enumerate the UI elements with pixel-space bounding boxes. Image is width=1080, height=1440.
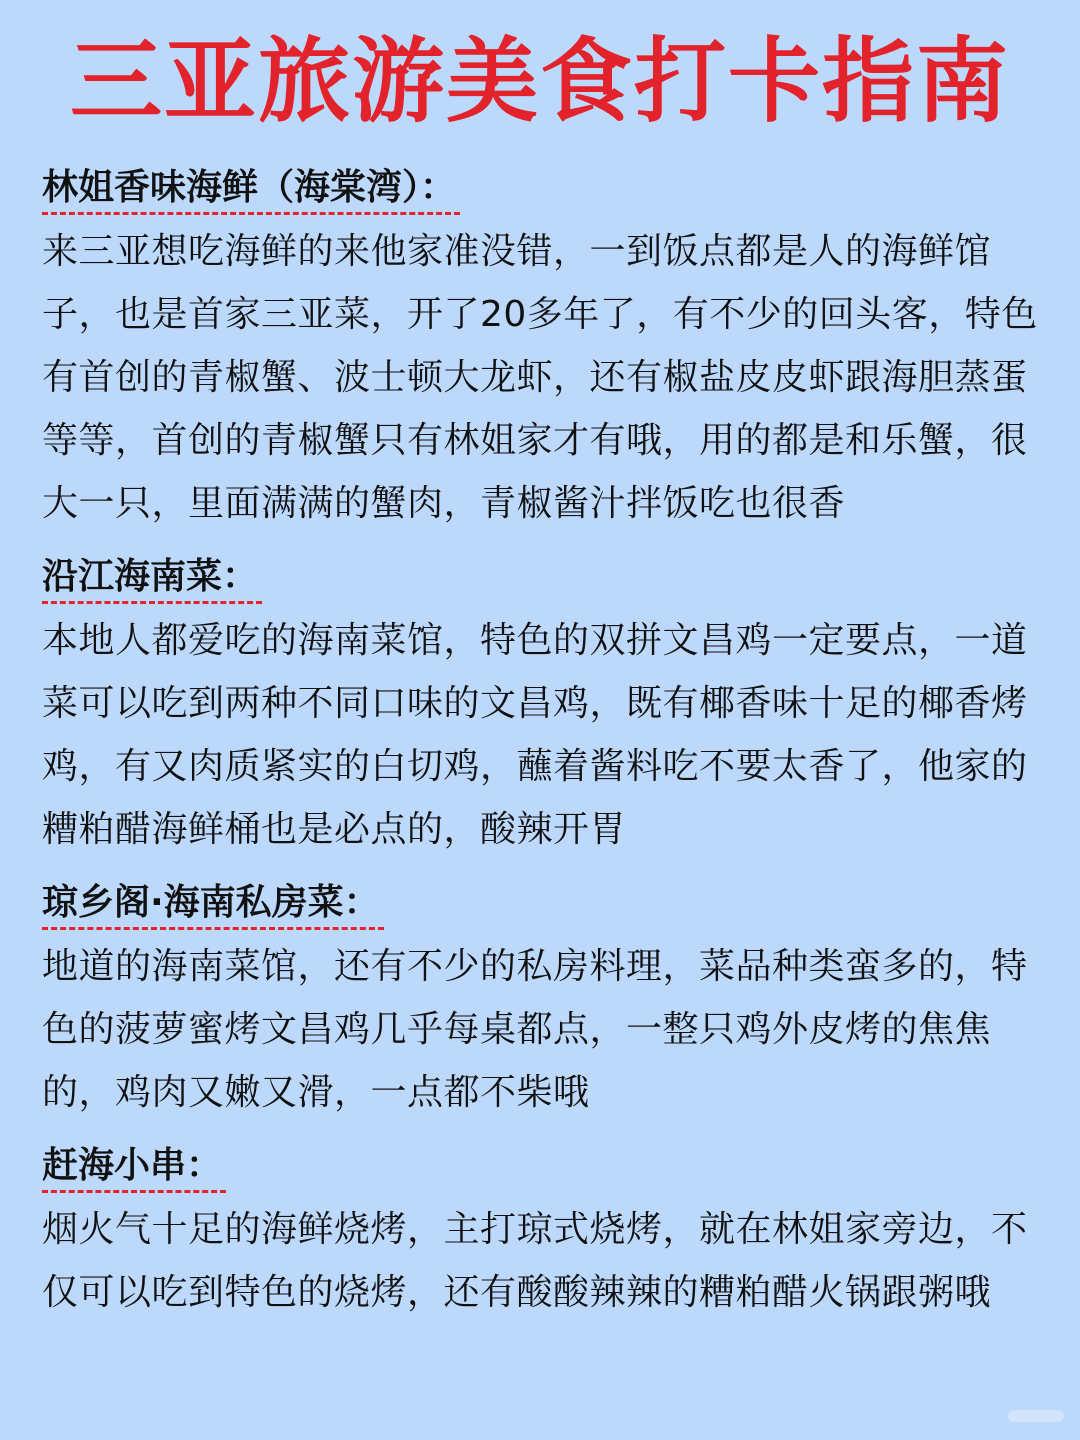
page-title: 三亚旅游美食打卡指南 xyxy=(69,28,1010,135)
section-qiongxiangge xyxy=(42,879,1038,1124)
section-body: 地道的海南菜馆，还有不少的私房料理，菜品种类蛮多的，特色的菠萝蜜烤文昌鸡几乎每桌都点，一整只鸡外皮烤的焦焦的，鸡肉又嫩又滑，一点都不柴哦 xyxy=(42,946,1028,1113)
section-body: 来三亚想吃海鲜的来他家准没错，一到饭点都是人的海鲜馆子，也是首家三亚菜，开了20多年了，有不少的回头客，特色有首创的青椒蟹、波士顿大龙虾，还有椒盐皮皮虾跟海胆蒸蛋等等，首创的青椒蟹只有林姐家才有哦，用的都是和乐蟹，很大一只，里面满满的蟹肉，青椒酱汁拌饭吃也很香 xyxy=(42,231,1038,524)
section-heading: 林姐香味海鲜（海棠湾）： xyxy=(42,164,460,215)
section-heading-wrap xyxy=(42,164,1038,212)
section-heading-wrap xyxy=(42,879,1038,927)
section-heading: 琼乡阁·海南私房菜： xyxy=(42,879,384,930)
section-body: 烟火气十足的海鲜烧烤，主打琼式烧烤，就在林姐家旁边，不仅可以吃到特色的烧烤，还有酸酸辣辣的糟粕醋火锅跟粥哦 xyxy=(42,1209,1028,1313)
section-body: 本地人都爱吃的海南菜馆，特色的双拼文昌鸡一定要点，一道菜可以吃到两种不同口味的文昌鸡，既有椰香味十足的椰香烤鸡，有又肉质紧实的白切鸡，蘸着酱料吃不要太香了，他家的糟粕醋海鲜桶也是必点的，酸辣开胃 xyxy=(42,620,1028,850)
section-yanjiang-hainan xyxy=(42,553,1038,861)
section-heading-wrap xyxy=(42,553,1038,601)
section-linjie-seafood xyxy=(42,164,1038,535)
section-heading: 沿江海南菜： xyxy=(42,553,262,604)
watermark-shape xyxy=(1008,1410,1064,1422)
section-ganhai-xiaochuan xyxy=(42,1142,1038,1324)
section-heading: 赶海小串： xyxy=(42,1142,226,1193)
section-heading-wrap xyxy=(42,1142,1038,1190)
